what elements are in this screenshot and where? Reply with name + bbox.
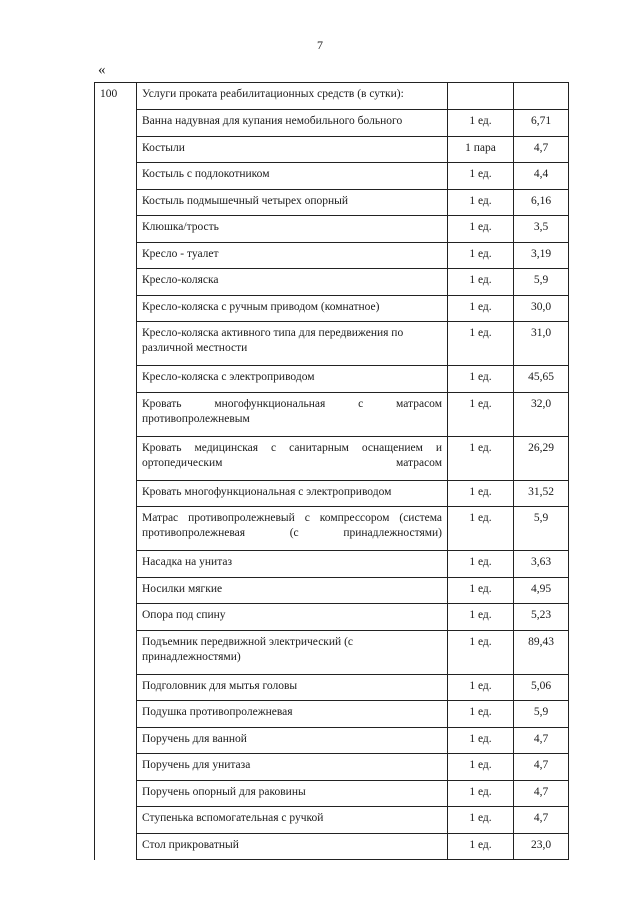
service-unit: 1 ед. <box>448 630 514 674</box>
row-number-cell <box>95 604 137 631</box>
row-number-cell <box>95 577 137 604</box>
table-row <box>95 163 569 190</box>
row-number-cell <box>95 727 137 754</box>
service-name: Носилки мягкие <box>137 577 448 604</box>
table-row <box>95 674 569 701</box>
service-price: 5,23 <box>514 604 569 631</box>
table-row <box>95 322 569 366</box>
row-number-cell <box>95 551 137 578</box>
service-price: 26,29 <box>514 436 569 480</box>
row-number-cell <box>95 507 137 551</box>
table-row <box>95 577 569 604</box>
group-unit-cell <box>448 83 514 110</box>
service-price: 89,43 <box>514 630 569 674</box>
table-row <box>95 392 569 436</box>
service-price: 4,7 <box>514 780 569 807</box>
service-price: 5,9 <box>514 507 569 551</box>
service-name: Матрас противопролежневый с компрессором (система противопролежневая (с принадлежностями) <box>137 507 448 551</box>
table-row <box>95 507 569 551</box>
service-price: 4,4 <box>514 163 569 190</box>
table-group-header-row <box>95 83 569 110</box>
service-name: Кровать многофункциональная с электроприводом <box>137 480 448 507</box>
row-number-cell <box>95 295 137 322</box>
service-name: Кресло-коляска с электроприводом <box>137 366 448 393</box>
table-row <box>95 110 569 137</box>
service-unit: 1 ед. <box>448 701 514 728</box>
service-unit: 1 ед. <box>448 551 514 578</box>
service-name: Подушка противопролежневая <box>137 701 448 728</box>
row-number-cell <box>95 163 137 190</box>
row-number-cell <box>95 436 137 480</box>
service-unit: 1 ед. <box>448 110 514 137</box>
row-number-cell <box>95 480 137 507</box>
service-name: Костыль подмышечный четырех опорный <box>137 189 448 216</box>
service-name: Кресло-коляска активного типа для передвижения по различной местности <box>137 322 448 366</box>
service-price: 4,7 <box>514 136 569 163</box>
row-number-cell <box>95 189 137 216</box>
service-unit: 1 ед. <box>448 604 514 631</box>
service-price: 45,65 <box>514 366 569 393</box>
table-row <box>95 604 569 631</box>
service-unit: 1 ед. <box>448 295 514 322</box>
service-name: Опора под спину <box>137 604 448 631</box>
row-number-cell <box>95 754 137 781</box>
table-row <box>95 366 569 393</box>
service-unit: 1 ед. <box>448 833 514 860</box>
service-unit: 1 пара <box>448 136 514 163</box>
service-name: Поручень опорный для раковины <box>137 780 448 807</box>
service-unit: 1 ед. <box>448 242 514 269</box>
service-price: 23,0 <box>514 833 569 860</box>
table-row <box>95 701 569 728</box>
service-name: Насадка на унитаз <box>137 551 448 578</box>
service-name: Подъемник передвижной электрический (с принадлежностями) <box>137 630 448 674</box>
service-name: Костыли <box>137 136 448 163</box>
row-number-cell <box>95 807 137 834</box>
table-row <box>95 727 569 754</box>
group-number: 100 <box>95 83 137 110</box>
row-number-cell <box>95 780 137 807</box>
service-price: 4,7 <box>514 754 569 781</box>
service-unit: 1 ед. <box>448 674 514 701</box>
row-number-cell <box>95 366 137 393</box>
service-unit: 1 ед. <box>448 392 514 436</box>
service-unit: 1 ед. <box>448 322 514 366</box>
service-unit: 1 ед. <box>448 507 514 551</box>
service-price: 5,9 <box>514 269 569 296</box>
group-price-cell <box>514 83 569 110</box>
service-price: 4,95 <box>514 577 569 604</box>
service-unit: 1 ед. <box>448 577 514 604</box>
row-number-cell <box>95 674 137 701</box>
table-row <box>95 807 569 834</box>
service-unit: 1 ед. <box>448 436 514 480</box>
table-row <box>95 216 569 243</box>
service-unit: 1 ед. <box>448 727 514 754</box>
service-unit: 1 ед. <box>448 163 514 190</box>
table-row <box>95 833 569 860</box>
service-name: Клюшка/трость <box>137 216 448 243</box>
row-number-cell <box>95 216 137 243</box>
table-row <box>95 780 569 807</box>
table-row <box>95 269 569 296</box>
service-price: 5,06 <box>514 674 569 701</box>
service-price: 4,7 <box>514 727 569 754</box>
service-unit: 1 ед. <box>448 366 514 393</box>
row-number-cell <box>95 701 137 728</box>
service-name: Кровать многофункциональная с матрасом противопролежневым <box>137 392 448 436</box>
service-unit: 1 ед. <box>448 189 514 216</box>
service-price: 32,0 <box>514 392 569 436</box>
service-price: 3,5 <box>514 216 569 243</box>
service-name: Поручень для унитаза <box>137 754 448 781</box>
row-number-cell <box>95 242 137 269</box>
table-row <box>95 295 569 322</box>
row-number-cell <box>95 630 137 674</box>
service-name: Кресло-коляска <box>137 269 448 296</box>
service-price: 4,7 <box>514 807 569 834</box>
table-row <box>95 551 569 578</box>
table-row <box>95 189 569 216</box>
page-number: 7 <box>317 38 323 52</box>
service-unit: 1 ед. <box>448 780 514 807</box>
table-row <box>95 754 569 781</box>
service-unit: 1 ед. <box>448 754 514 781</box>
service-name: Стол прикроватный <box>137 833 448 860</box>
service-unit: 1 ед. <box>448 269 514 296</box>
rental-services-table <box>94 82 569 860</box>
service-name: Костыль с подлокотником <box>137 163 448 190</box>
service-price: 5,9 <box>514 701 569 728</box>
service-price: 3,19 <box>514 242 569 269</box>
service-unit: 1 ед. <box>448 216 514 243</box>
row-number-cell <box>95 833 137 860</box>
service-name: Кровать медицинская с санитарным оснащением и ортопедическим матрасом <box>137 436 448 480</box>
table-row <box>95 436 569 480</box>
table-row <box>95 242 569 269</box>
service-price: 6,16 <box>514 189 569 216</box>
group-title: Услуги проката реабилитационных средств (в сутки): <box>137 83 448 110</box>
row-number-cell <box>95 269 137 296</box>
table-row <box>95 136 569 163</box>
service-name: Кресло - туалет <box>137 242 448 269</box>
table-row <box>95 480 569 507</box>
service-name: Ванна надувная для купания немобильного больного <box>137 110 448 137</box>
service-unit: 1 ед. <box>448 480 514 507</box>
service-price: 31,0 <box>514 322 569 366</box>
row-number-cell <box>95 110 137 137</box>
table-row <box>95 630 569 674</box>
service-name: Кресло-коляска с ручным приводом (комнатное) <box>137 295 448 322</box>
service-unit: 1 ед. <box>448 807 514 834</box>
row-number-cell <box>95 136 137 163</box>
service-price: 31,52 <box>514 480 569 507</box>
service-name: Подголовник для мытья головы <box>137 674 448 701</box>
service-name: Ступенька вспомогательная с ручкой <box>137 807 448 834</box>
service-name: Поручень для ванной <box>137 727 448 754</box>
service-price: 3,63 <box>514 551 569 578</box>
row-number-cell <box>95 392 137 436</box>
row-number-cell <box>95 322 137 366</box>
service-price: 6,71 <box>514 110 569 137</box>
service-price: 30,0 <box>514 295 569 322</box>
open-quote-mark: « <box>98 62 106 78</box>
